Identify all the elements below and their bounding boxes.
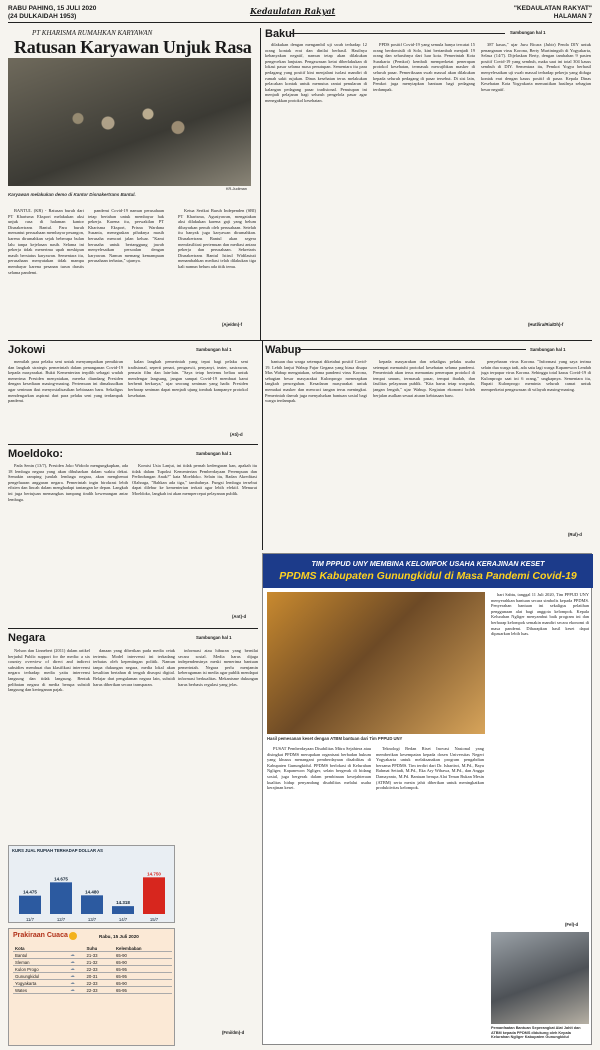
weather-temp: 21-33 bbox=[85, 952, 114, 959]
wabup-col1: bantuan dua warga setempat diketahui positif Covid-19. Lebih lanjut Wabup Fajar Gegana yang biasa disapa Mas Wabup mengatakan, selama pandemi virus Korona, sebagian besar masyarakat Kulonprogo menerapkan langkah pencegahan. Kesadaran masyarakat untuk memakai masker dan mencuci tangan terus meningkat. Pemerintah daerah juga menyalurkan bantuan sosial bagi warga terdampak. bbox=[265, 359, 367, 404]
weather-col-temp: Suhu bbox=[85, 945, 114, 952]
jokowi-col2: kalan langkah pemerintah yang tepat bagi pelaku seni tradisional, seperti penari, pengrawit, penyanyi, teater, sastrawan, pemain film dan lain-lain. "Saya tetap bertemu beliau untuk mendengar langsung, jangan sampai Covid-19 membuat kami berhenti berkarya," ujar seorang seniman yang hadir. Presiden berharap seniman dapat menjadi ujung tombak kampanye protokol kesehatan. bbox=[128, 359, 248, 398]
header-date: RABU PAHING, 15 JULI 2020 (24 DULKAIDAH 1953) bbox=[8, 5, 97, 20]
weather-temp: 22-33 bbox=[85, 987, 114, 994]
weather-icon-cell bbox=[68, 966, 84, 973]
row-rule-3 bbox=[8, 628, 258, 629]
column-divider-2 bbox=[262, 340, 263, 550]
header-section: "KEDAULATAN RAKYAT" HALAMAN 7 bbox=[513, 5, 592, 20]
row-rule-2 bbox=[8, 444, 258, 445]
weather-icon-cell bbox=[68, 952, 84, 959]
weather-table bbox=[13, 945, 172, 994]
kurs-chart bbox=[9, 854, 176, 924]
row-rule-1 bbox=[8, 340, 592, 341]
weather-temp: 20-31 bbox=[85, 973, 114, 980]
kurs-category-label: 15/7 bbox=[149, 917, 159, 922]
kharisma-title: Ratusan Karyawan Unjuk Rasa bbox=[14, 37, 252, 57]
negara-col3: informasi atau hiburan yang bernilai secara sosial. Media harus dijaga independensinya meski menerima bantuan pemerintah. Negara perlu menjamin keberagaman isi media agar publik mendapat informasi berkualitas. Mekanisme dukungan harus berbasis regulasi yang jelas. bbox=[178, 648, 258, 687]
negara-title: Negara bbox=[8, 632, 46, 644]
kurs-bar bbox=[50, 882, 72, 914]
cloud-icon: ☁ bbox=[70, 973, 75, 978]
cloud-icon: ☁ bbox=[70, 987, 75, 992]
wabup-col3: penyebaran virus Korona. "Informasi yang saya terima selain dua warga tadi, ada satu lagi warga Kapanewon Lendah juga terpapar virus Korona. Sehingga total kasus Covid-19 di Kulonprogo saat ini 6 orang," ungkapnya. Sementara itu, Bupati Kulonprogo meminta seluruh camat untuk memperketat pengawasan di wilayah masing-masing. bbox=[481, 359, 591, 392]
kurs-bar bbox=[19, 896, 41, 914]
kurs-bar bbox=[81, 895, 103, 914]
kurs-category-label: 12/7 bbox=[56, 917, 66, 922]
negara-jump: Sambungan hal 1 bbox=[196, 635, 232, 640]
bakul-title: Bakul bbox=[265, 28, 295, 40]
ppdm-photo bbox=[267, 592, 485, 734]
kurs-category-label: 13/7 bbox=[87, 917, 97, 922]
ppdm-col3: hari Sabtu, tanggal 11 Juli 2020, Tim PPPUD UNY menyerahkan bantuan secara simbolis kepada PPDMS. Penyerahan bantuan ini sekaligus pelatihan penggunaan alat bagi anggota kelompok. Kepala Kelurahan Ngliger menyambut baik program ini dan berharap kelompok semakin mandiri secara ekonomi di masa pandemi. Diharapkan hasil keset dapat dipasarkan lebih luas. bbox=[491, 592, 589, 637]
kharisma-photo-credit: KR-Judiman bbox=[226, 187, 247, 191]
weather-hum: 65-95 bbox=[114, 987, 172, 994]
weather-icon-cell bbox=[68, 980, 84, 987]
ppdm-banner: TIM PPPUD UNY MEMBINA KELOMPOK USAHA KERAJINAN KESET PPDMS Kabupaten Gunungkidul di Masa Pandemi Covid-19 bbox=[263, 554, 593, 588]
weather-row bbox=[13, 987, 172, 994]
weather-hum: 65-90 bbox=[114, 980, 172, 987]
ppdm-photo2-caption: Pemanfaatan Bantuan Seperangkat Alat Jahit dan ATBM kepada PPDMS didukung oleh Kepala Kelurahan Ngliger Kabupaten Gunungkidul bbox=[491, 1026, 581, 1040]
kharisma-caption: Karyawan melakukan demo di Kantor Disnakertrans Bantul. bbox=[8, 192, 136, 197]
moeldoko-col2: Komisi Usia Lanjut, ini tidak pernah kedengaran kan, apakah itu tidak dalam Tupoksi Kementerian Pemberdayaan Perempuan dan Perlindungan Anak?" kata Moeldoko. Selain itu, Badan Akreditasi Olahraga, "Bahkan ada tiga," tambahnya. Fungsi lembaga tersebut dapat dilebur ke kementerian terkait agar lebih efektif. Menurut Moeldoko, langkah ini akan mempercepat pelayanan publik. bbox=[132, 463, 257, 496]
weather-title: Prakiraan Cuaca bbox=[13, 932, 68, 939]
header-rule bbox=[8, 22, 592, 23]
ppdm-col2: Teknologi Bedan Riset Inovasi Nasional yang memberikan kesempatan kepada dosen Universitas Negeri Yogyakarta untuk melaksanakan program pengabdian bersama PPDMS. Tim terdiri dari Dr. Ishartiwi, M.Pd., Bayu Rahmat Setiadi, M.Pd., Eka Ary Wibawa, M.Pd., dan Angga Damayanto, M.Pd. Bantuan berupa Alat Tenun Bukan Mesin (ATBM) serta mesin jahit diberikan untuk meningkatkan produktivitas kelompok. bbox=[376, 746, 484, 791]
masthead: Kedaulatan Rakyat bbox=[250, 6, 336, 16]
weather-city: Kulon Progo bbox=[13, 966, 68, 973]
wabup-title: Wabup bbox=[265, 344, 302, 356]
cloud-icon: ☁ bbox=[70, 952, 75, 957]
weather-box bbox=[8, 928, 175, 1046]
weather-col-hum: Kelembaban bbox=[114, 945, 172, 952]
weather-row bbox=[13, 980, 172, 987]
weather-temp: 21-32 bbox=[85, 959, 114, 966]
kurs-bar bbox=[112, 906, 134, 914]
weather-row bbox=[13, 959, 172, 966]
weather-city: Gunungkidul bbox=[13, 973, 68, 980]
jokowi-jump: Sambungan hal 1 bbox=[196, 347, 232, 352]
kharisma-photo bbox=[8, 58, 251, 186]
kharisma-col3-text: Ketua Serikat Buruh Independen (SBI) PT Kharisma, Agustyawan, mengatakan aksi dilakukan karena gaji yang belum dibayarkan penuh oleh perusahaan. Setelah itu banyak juga karyawan dirumahkan. Disnakertrans Bantul akan segera memfasilitasi pertemuan dan mediasi antara pekerja dan perusahaan. Sekretaris Disnakertrans Bantul Istirul Widilastuti menambahkan mediasi telah dilakukan tiga kali namun belum ada titik temu. bbox=[178, 208, 256, 269]
weather-hum: 65-95 bbox=[114, 966, 172, 973]
wabup-byline: (Rul)-d bbox=[568, 532, 582, 537]
weather-city: Yogyakarta bbox=[13, 980, 68, 987]
kurs-value-label: 14.318 bbox=[116, 900, 130, 906]
jokowi-title: Jokowi bbox=[8, 344, 46, 356]
bakul-col2: PPDS positif Covid-19 yang semula hanya tercatat 15 orang berdomisili di Solo, kini bertambah menjadi 19 orang dan seluruhnya dari luar kota. Pemerintah Kota Surakarta (Pemkot) kembali memperketat penerapan protokol kesehatan, termasuk mewajibkan masker di seluruh pasar. Pemeriksaan swab massal akan dilakukan kepada seluruh pedagang di pasar tersebut. Di sisi lain, Pemkot juga menyiapkan bantuan bagi pedagang terdampak. bbox=[373, 42, 475, 92]
kurs-category-label: 11/7 bbox=[25, 917, 35, 922]
kurs-value-label: 14.750 bbox=[147, 871, 161, 877]
ppdm-col1: PUSAT Pemberdayaan Disabilitas Mitra Sejahtera atau disingkat PPDMS merupakan organisasi berbadan hukum yang khusus menangani pemberdayaan disabilitas di Kabupaten Gunungkidul. PPDMS berlokasi di Kelurahan Ngliger, Kapanewon Ngliger, selain bergerak di bidang sosial, juga bergerak dalam pembinaan kesejahteraan kualitas hidup penyandang disabilitas melalui usaha kerajinan keset. bbox=[267, 746, 371, 791]
negara-byline: (Fmi/dm)-d bbox=[222, 1030, 245, 1035]
moeldoko-jump: Sambungan hal 1 bbox=[196, 451, 232, 456]
kurs-title: KURS JUAL RUPIAH TERHADAP DOLLAR AS bbox=[12, 848, 103, 853]
sun-icon bbox=[69, 932, 77, 940]
negara-col2: danaan yang diberikan pada media cetak tertentu. Model intervensi ini terkadang terbatas oleh kepentingan politik. Namun tanpa dukungan negara, media lokal akan kesulitan bertahan di tengah disrupsi digital. Belajar dari pengalaman negara lain, subsidi harus diberikan secara transparan. bbox=[93, 648, 175, 687]
kharisma-col1: BANTUL (KR) - Ratusan buruh dari PT Kharisma Eksport melakukan aksi unjuk rasa di halaman kantor Disnakertrans Bantul. Para buruh menuntut perusahaan membayar pesangon, karena dirumahkan sejak beberapa bulan lalu tanpa kejelasan nasib. Selama ini pekerja tidak menerima upah meskipun masih berstatus karyawan. Sementara itu, perusahaan menyatakan tidak mampu membayar karena pesanan turun drastis selama pandemi. bbox=[8, 208, 84, 275]
kurs-category-label: 14/7 bbox=[118, 917, 128, 922]
kurs-value-label: 14.675 bbox=[54, 876, 68, 882]
wabup-jump: Sambungan hal 1 bbox=[530, 347, 566, 352]
bakul-rule bbox=[290, 33, 505, 34]
weather-temp: 22-33 bbox=[85, 966, 114, 973]
weather-date: Rabu, 15 Juli 2020 bbox=[99, 934, 139, 939]
kurs-box bbox=[8, 845, 175, 923]
weather-hum: 65-90 bbox=[114, 952, 172, 959]
cloud-icon: ☁ bbox=[70, 959, 75, 964]
weather-row bbox=[13, 952, 172, 959]
weather-temp: 22-33 bbox=[85, 980, 114, 987]
ppdm-photo-2 bbox=[491, 932, 589, 1024]
weather-row bbox=[13, 966, 172, 973]
kharisma-kicker: PT KHARISMA RUMAHKAN KARYAWAN bbox=[32, 29, 153, 37]
weather-icon-cell bbox=[68, 987, 84, 994]
moeldoko-title: Moeldoko: bbox=[8, 448, 63, 460]
column-divider bbox=[260, 28, 261, 340]
wabup-col2: kepada masyarakan dan sekaligus pelaku usaha setempat mematuhi protokol kesehatan selama pandemi. Pemerintah akan terus memantau penerapan protokol di tempat umum, termasuk pasar, tempat ibadah, dan fasilitas pelayanan publik. "Kita harus tetap waspada, jangan lengah," ujar Wabup. Kegiatan ekonomi boleh berjalan asalkan sesuai aturan kebiasaan baru. bbox=[373, 359, 475, 398]
bakul-col1: dilakukan dengan mengambil uji swab terhadap 12 orang kontak erat dan dinilai berhasil. Hasilnya kebanyakan negatif, namun tetap akan dilakukan pengecekan lanjutan. Pengawasan ketat diberlakukan di lokasi pasar selama masa penutupan. Sementara itu para pedagang yang positif kini menjalani isolasi mandiri di rumah sakit rujukan. Dinas kesehatan terus melakukan pelacakan kontak untuk memutus rantai penularan di kalangan pedagang pasar tradisional. Penutupan ini menjadi pelajaran bagi seluruh pengelola pasar agar menegakkan protokol kesehatan. bbox=[265, 42, 367, 103]
weather-city: Wates bbox=[13, 987, 68, 994]
moeldoko-byline: (Ant)-d bbox=[232, 614, 247, 619]
cloud-icon: ☁ bbox=[70, 966, 75, 971]
weather-icon-cell bbox=[68, 959, 84, 966]
weather-hum: 65-90 bbox=[114, 959, 172, 966]
kurs-bar bbox=[143, 877, 165, 914]
kharisma-col2: pandemi Covid-19 namun perusahaan tetap bertahan untuk membayar hak pekerja. Karena itu, perwakilan PT Kharisma Eksport, Prisna Wardana Susanta, menegaskan pihaknya masih berusaha mencari jalan keluar. "Kami berusaha untuk bertanggung jawab menyelesaikan persoalan dengan karyawan. Namun memang kemampuan perusahaan terbatas," ujarnya. bbox=[88, 208, 164, 264]
kharisma-byline: (Aje/dm)-f bbox=[222, 322, 243, 327]
wabup-rule bbox=[298, 349, 526, 350]
weather-row bbox=[13, 973, 172, 980]
weather-icon-cell bbox=[68, 973, 84, 980]
kurs-value-label: 14.475 bbox=[23, 889, 37, 895]
ppdm-byline: (Fel)-d bbox=[565, 922, 579, 927]
weather-city: Bantul bbox=[13, 952, 68, 959]
bakul-jump: Sambungan hal 1 bbox=[510, 30, 546, 35]
kurs-value-label: 14.480 bbox=[85, 889, 99, 895]
weather-hum: 65-95 bbox=[114, 973, 172, 980]
ppdm-box bbox=[262, 553, 592, 1045]
moeldoko-col1: Pada Senin (13/7), Presiden Joko Widodo mengungkapkan, ada 18 lembaga negara yang akan dibubarkan dalam waktu dekat. Semakin ramping jumlah lembaga negara, akan menghemat pengeluaran anggaran negara. Pemerintah ingin birokrasi lebih efisien dan lincah dalam menghadapi tantangan ke depan. Langkah ini juga bertujuan memangkas tumpang tindih kewenangan antar lembaga. bbox=[8, 463, 128, 502]
bakul-col3: 387 kasus," ujar Juru Bicara (Jubir) Penda DIY untuk penanganan virus Korona, Berty Murtiningsih di Yogyakarta, Selasa (14/7). Dijelaskan Berty, dengan tambahan 9 pasien positif Covid-19 yang sembuh, maka saat ini total 304 kasus sembuh di DIY. Sementara itu, Pemkot Yogya berhasil menyelesaikan uji swab massal terhadap pekerja yang diduga kontak erat dengan kasus positif di pasar. Kepala Dinas Kesehatan Kota Yogyakarta memastikan hasilnya sebagian besar negatif. bbox=[481, 42, 591, 92]
weather-col-city: Kota bbox=[13, 945, 68, 952]
jokowi-col1: memilah para pelaku seni untuk menyampaikan pemikiran dan langkah strategis pemerintah dalam penanganan Covid-19 kepada masyarakat. Bukti Kementerian terpilih sebagai wadah menerima Presiden menyatakan, mereka diundang Presiden dengan kesediaan masing-masing. Pertemuan ini dimaksudkan agar seniman ikut menyosialisasikan kebiasaan baru. Sekaligus mendengarkan aspirasi dari para pelaku seni yang terdampak pandemi. bbox=[8, 359, 123, 404]
cloud-icon: ☁ bbox=[70, 980, 75, 985]
negara-col1: Nelson dan Linnebert (2011) dalam artikel berjudul Public support for the media: a six country overview of direct and indirect subsidies membuat dua klasifikasi intervensi negara terhadap media yaitu intervensi langsung dan tidak langsung. Bentuk pelibatan negara di media berupa subsidi langsung dan keringanan pajak. bbox=[8, 648, 90, 693]
weather-city: Sleman bbox=[13, 959, 68, 966]
bakul-byline: (Hutl/ira/Ria/Dh)-f bbox=[528, 322, 564, 327]
ppdm-photo-caption: Hasil pemesanan keset dengan ATBM bantuan dari Tim PPPUD UNY bbox=[267, 736, 403, 741]
jokowi-byline: (Ati)-d bbox=[230, 432, 243, 437]
